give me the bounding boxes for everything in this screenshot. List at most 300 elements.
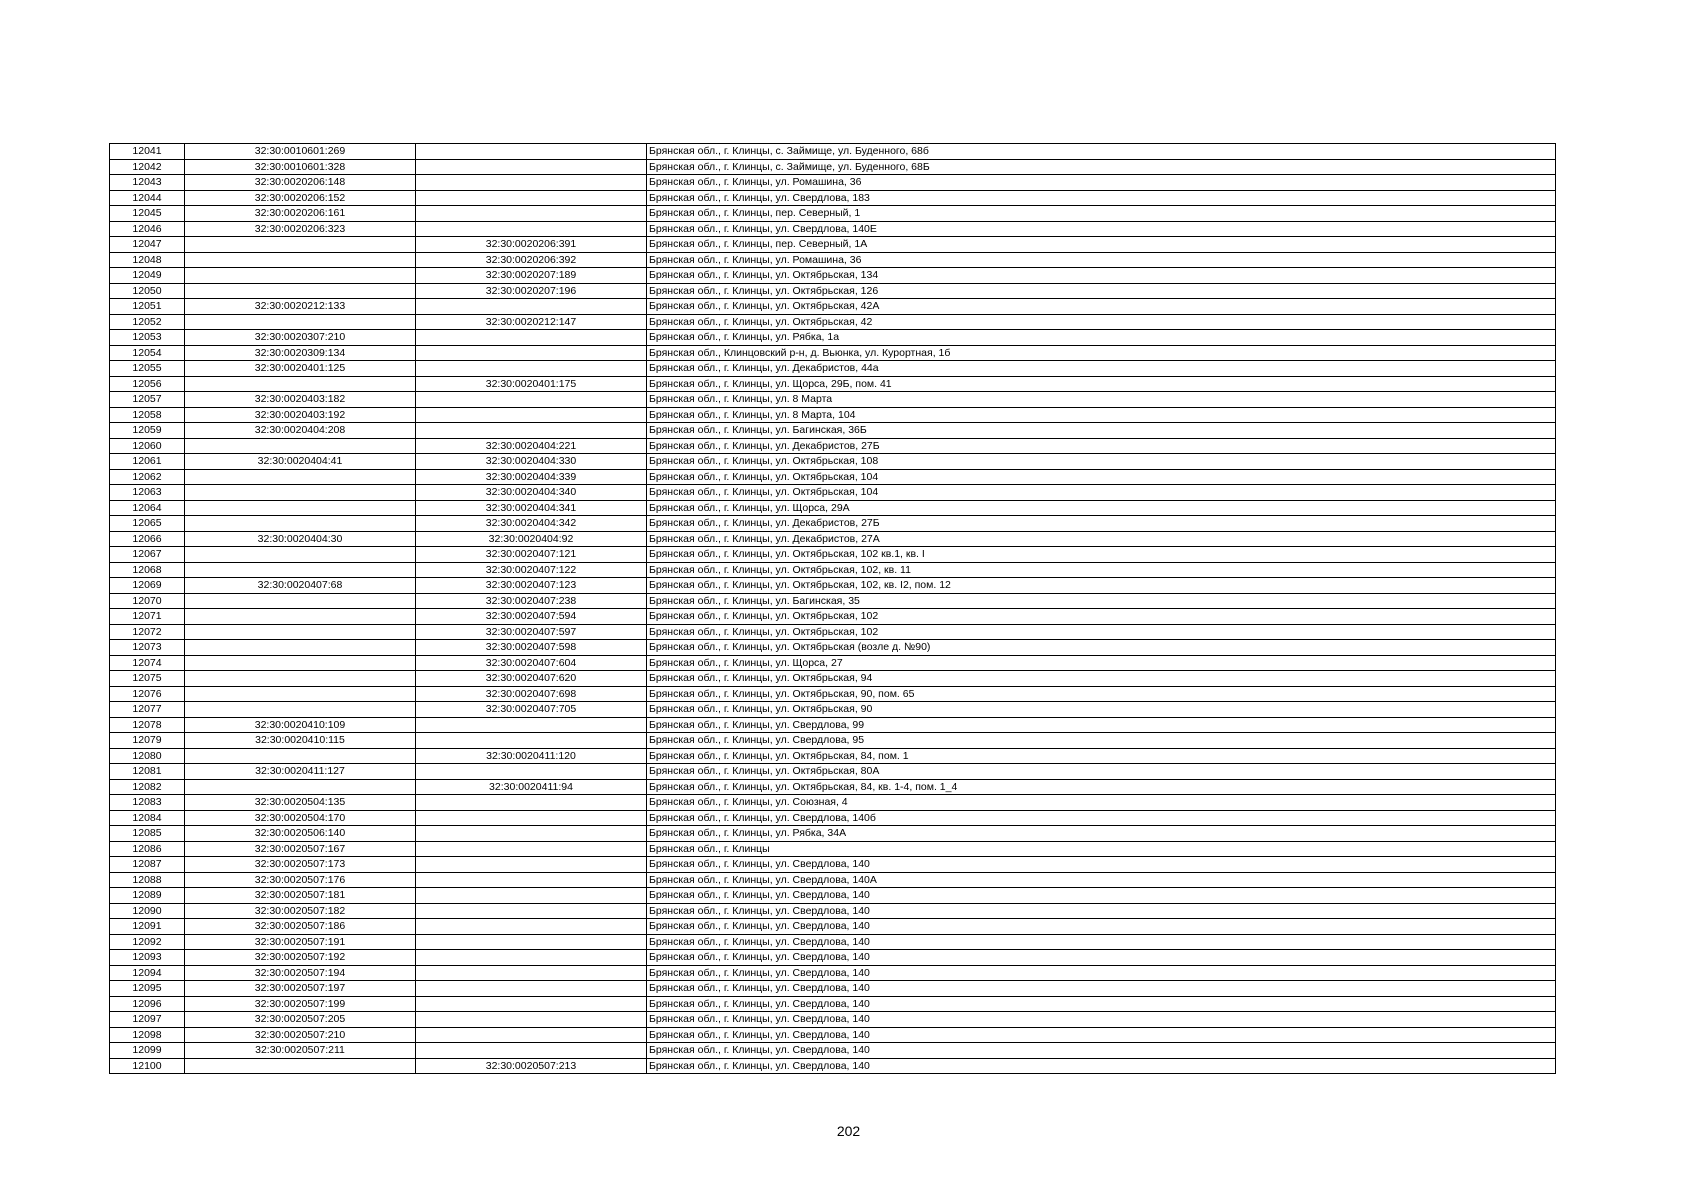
table-row	[110, 857, 1556, 873]
cadastral-number-cell: 32:30:0010601:269	[185, 144, 416, 160]
table-row	[110, 733, 1556, 749]
cadastral-number-cell: 32:30:0020206:161	[185, 206, 416, 222]
table-row	[110, 795, 1556, 811]
address-cell: Брянская обл., г. Клинцы, ул. Свердлова, 140	[647, 1012, 1556, 1028]
building-cadastral-number-cell	[416, 857, 647, 873]
cadastral-number-cell: 32:30:0020507:176	[185, 872, 416, 888]
table-row	[110, 671, 1556, 687]
table-row	[110, 283, 1556, 299]
building-cadastral-number-cell	[416, 717, 647, 733]
table-row	[110, 764, 1556, 780]
table-row	[110, 996, 1556, 1012]
cadastral-number-cell: 32:30:0020407:68	[185, 578, 416, 594]
building-cadastral-number-cell: 32:30:0020206:391	[416, 237, 647, 253]
cadastral-number-cell	[185, 500, 416, 516]
cadastral-number-cell	[185, 268, 416, 284]
table-row	[110, 252, 1556, 268]
table-row	[110, 500, 1556, 516]
table-row	[110, 423, 1556, 439]
address-cell: Брянская обл., г. Клинцы, ул. Октябрьская, 90	[647, 702, 1556, 718]
row-number-cell: 12042	[110, 159, 185, 175]
table-row	[110, 903, 1556, 919]
address-cell: Брянская обл., г. Клинцы, ул. Рябка, 1а	[647, 330, 1556, 346]
building-cadastral-number-cell: 32:30:0020407:705	[416, 702, 647, 718]
address-cell: Брянская обл., г. Клинцы	[647, 841, 1556, 857]
address-cell: Брянская обл., г. Клинцы, ул. Свердлова, 140	[647, 996, 1556, 1012]
row-number-cell: 12092	[110, 934, 185, 950]
row-number-cell: 12043	[110, 175, 185, 191]
cadastral-number-cell: 32:30:0020504:135	[185, 795, 416, 811]
table-row	[110, 965, 1556, 981]
table-row	[110, 981, 1556, 997]
row-number-cell: 12075	[110, 671, 185, 687]
row-number-cell: 12072	[110, 624, 185, 640]
address-cell: Брянская обл., г. Клинцы, ул. Октябрьская, 108	[647, 454, 1556, 470]
table-row	[110, 655, 1556, 671]
building-cadastral-number-cell	[416, 950, 647, 966]
row-number-cell: 12057	[110, 392, 185, 408]
table-row	[110, 547, 1556, 563]
table-row	[110, 686, 1556, 702]
row-number-cell: 12066	[110, 531, 185, 547]
cadastral-number-cell: 32:30:0020507:194	[185, 965, 416, 981]
row-number-cell: 12061	[110, 454, 185, 470]
address-cell: Брянская обл., г. Клинцы, ул. Свердлова, 140А	[647, 872, 1556, 888]
table-row	[110, 392, 1556, 408]
row-number-cell: 12098	[110, 1027, 185, 1043]
address-cell: Брянская обл., г. Клинцы, ул. Свердлова, 140	[647, 1027, 1556, 1043]
table-row	[110, 934, 1556, 950]
building-cadastral-number-cell: 32:30:0020407:597	[416, 624, 647, 640]
row-number-cell: 12063	[110, 485, 185, 501]
table-row	[110, 314, 1556, 330]
address-cell: Брянская обл., г. Клинцы, ул. Октябрьская, 134	[647, 268, 1556, 284]
address-cell: Брянская обл., г. Клинцы, ул. Щорса, 27	[647, 655, 1556, 671]
address-cell: Брянская обл., г. Клинцы, ул. Свердлова, 140	[647, 903, 1556, 919]
table-row	[110, 221, 1556, 237]
building-cadastral-number-cell	[416, 299, 647, 315]
table-row	[110, 206, 1556, 222]
row-number-cell: 12086	[110, 841, 185, 857]
table-row	[110, 888, 1556, 904]
building-cadastral-number-cell: 32:30:0020407:594	[416, 609, 647, 625]
building-cadastral-number-cell: 32:30:0020407:598	[416, 640, 647, 656]
cadastral-number-cell: 32:30:0020404:41	[185, 454, 416, 470]
building-cadastral-number-cell	[416, 996, 647, 1012]
building-cadastral-number-cell	[416, 965, 647, 981]
address-cell: Брянская обл., г. Клинцы, ул. Октябрьская, 102	[647, 624, 1556, 640]
table-row	[110, 299, 1556, 315]
cadastral-number-cell: 32:30:0020507:173	[185, 857, 416, 873]
address-cell: Брянская обл., г. Клинцы, ул. Свердлова, 140Е	[647, 221, 1556, 237]
building-cadastral-number-cell	[416, 841, 647, 857]
row-number-cell: 12076	[110, 686, 185, 702]
building-cadastral-number-cell: 32:30:0020212:147	[416, 314, 647, 330]
building-cadastral-number-cell	[416, 764, 647, 780]
address-cell: Брянская обл., г. Клинцы, ул. Ромашина, 36	[647, 175, 1556, 191]
address-cell: Брянская обл., г. Клинцы, пер. Северный, 1	[647, 206, 1556, 222]
row-number-cell: 12077	[110, 702, 185, 718]
row-number-cell: 12058	[110, 407, 185, 423]
cadastral-number-cell	[185, 485, 416, 501]
building-cadastral-number-cell	[416, 810, 647, 826]
building-cadastral-number-cell	[416, 795, 647, 811]
row-number-cell: 12049	[110, 268, 185, 284]
cadastral-number-cell: 32:30:0020212:133	[185, 299, 416, 315]
table-row	[110, 175, 1556, 191]
address-cell: Брянская обл., г. Клинцы, ул. Октябрьская, 102	[647, 609, 1556, 625]
cadastral-number-cell: 32:30:0020403:182	[185, 392, 416, 408]
cadastral-number-cell	[185, 376, 416, 392]
row-number-cell: 12083	[110, 795, 185, 811]
cadastral-number-cell	[185, 516, 416, 532]
row-number-cell: 12050	[110, 283, 185, 299]
address-cell: Брянская обл., г. Клинцы, ул. Свердлова, 140	[647, 1058, 1556, 1074]
table-row	[110, 190, 1556, 206]
table-row	[110, 1012, 1556, 1028]
building-cadastral-number-cell	[416, 934, 647, 950]
table-row	[110, 593, 1556, 609]
address-cell: Брянская обл., г. Клинцы, ул. Октябрьская, 42А	[647, 299, 1556, 315]
cadastral-number-cell: 32:30:0020206:152	[185, 190, 416, 206]
address-cell: Брянская обл., г. Клинцы, ул. Октябрьская (возле д. №90)	[647, 640, 1556, 656]
row-number-cell: 12060	[110, 438, 185, 454]
cadastral-number-cell	[185, 671, 416, 687]
row-number-cell: 12067	[110, 547, 185, 563]
table-row	[110, 159, 1556, 175]
building-cadastral-number-cell: 32:30:0020407:620	[416, 671, 647, 687]
address-cell: Брянская обл., г. Клинцы, ул. Декабристов, 27Б	[647, 438, 1556, 454]
address-cell: Брянская обл., г. Клинцы, ул. Октябрьская, 94	[647, 671, 1556, 687]
address-cell: Брянская обл., г. Клинцы, ул. Свердлова, 140	[647, 888, 1556, 904]
row-number-cell: 12078	[110, 717, 185, 733]
building-cadastral-number-cell: 32:30:0020404:339	[416, 469, 647, 485]
building-cadastral-number-cell	[416, 919, 647, 935]
building-cadastral-number-cell	[416, 190, 647, 206]
address-cell: Брянская обл., г. Клинцы, ул. Октябрьская, 84, пом. 1	[647, 748, 1556, 764]
address-cell: Брянская обл., г. Клинцы, ул. Багинская, 36Б	[647, 423, 1556, 439]
cadastral-number-cell	[185, 655, 416, 671]
row-number-cell: 12090	[110, 903, 185, 919]
row-number-cell: 12074	[110, 655, 185, 671]
cadastral-number-cell: 32:30:0020206:148	[185, 175, 416, 191]
address-cell: Брянская обл., г. Клинцы, ул. Октябрьская, 84, кв. 1-4, пом. 1_4	[647, 779, 1556, 795]
row-number-cell: 12097	[110, 1012, 185, 1028]
address-cell: Брянская обл., г. Клинцы, ул. 8 Марта, 104	[647, 407, 1556, 423]
table-row	[110, 950, 1556, 966]
table-row	[110, 841, 1556, 857]
row-number-cell: 12094	[110, 965, 185, 981]
address-cell: Брянская обл., г. Клинцы, ул. Багинская, 35	[647, 593, 1556, 609]
address-cell: Брянская обл., г. Клинцы, ул. Октябрьская, 102, кв. 11	[647, 562, 1556, 578]
address-cell: Брянская обл., г. Клинцы, с. Займище, ул. Буденного, 68б	[647, 144, 1556, 160]
cadastral-number-cell	[185, 609, 416, 625]
building-cadastral-number-cell	[416, 144, 647, 160]
building-cadastral-number-cell	[416, 175, 647, 191]
row-number-cell: 12093	[110, 950, 185, 966]
building-cadastral-number-cell	[416, 361, 647, 377]
table-row	[110, 1027, 1556, 1043]
table-row	[110, 578, 1556, 594]
building-cadastral-number-cell: 32:30:0020404:92	[416, 531, 647, 547]
row-number-cell: 12081	[110, 764, 185, 780]
building-cadastral-number-cell	[416, 330, 647, 346]
cadastral-number-cell	[185, 283, 416, 299]
table-row	[110, 454, 1556, 470]
cadastral-number-cell: 32:30:0020507:205	[185, 1012, 416, 1028]
row-number-cell: 12091	[110, 919, 185, 935]
cadastral-number-cell: 32:30:0020507:210	[185, 1027, 416, 1043]
address-cell: Брянская обл., г. Клинцы, ул. Свердлова, 140	[647, 919, 1556, 935]
address-cell: Брянская обл., г. Клинцы, ул. Свердлова, 99	[647, 717, 1556, 733]
building-cadastral-number-cell	[416, 1043, 647, 1059]
table-row	[110, 1043, 1556, 1059]
row-number-cell: 12048	[110, 252, 185, 268]
table-row	[110, 1058, 1556, 1074]
building-cadastral-number-cell: 32:30:0020407:604	[416, 655, 647, 671]
address-cell: Брянская обл., г. Клинцы, ул. Октябрьская, 102, кв. I2, пом. 12	[647, 578, 1556, 594]
building-cadastral-number-cell: 32:30:0020407:238	[416, 593, 647, 609]
table-row	[110, 237, 1556, 253]
row-number-cell: 12069	[110, 578, 185, 594]
row-number-cell: 12084	[110, 810, 185, 826]
table-row	[110, 438, 1556, 454]
building-cadastral-number-cell: 32:30:0020411:120	[416, 748, 647, 764]
row-number-cell: 12045	[110, 206, 185, 222]
table-row	[110, 624, 1556, 640]
row-number-cell: 12082	[110, 779, 185, 795]
building-cadastral-number-cell	[416, 1012, 647, 1028]
address-cell: Брянская обл., г. Клинцы, ул. Свердлова, 140	[647, 1043, 1556, 1059]
table-row	[110, 810, 1556, 826]
address-cell: Брянская обл., г. Клинцы, ул. Свердлова, 95	[647, 733, 1556, 749]
property-register-table	[109, 143, 1556, 1074]
building-cadastral-number-cell: 32:30:0020404:330	[416, 454, 647, 470]
cadastral-number-cell: 32:30:0020206:323	[185, 221, 416, 237]
row-number-cell: 12046	[110, 221, 185, 237]
table-row	[110, 516, 1556, 532]
cadastral-number-cell	[185, 562, 416, 578]
building-cadastral-number-cell	[416, 981, 647, 997]
cadastral-number-cell: 32:30:0020507:181	[185, 888, 416, 904]
cadastral-number-cell: 32:30:0020507:211	[185, 1043, 416, 1059]
table-row	[110, 330, 1556, 346]
address-cell: Брянская обл., г. Клинцы, ул. Свердлова, 140	[647, 981, 1556, 997]
table-row	[110, 717, 1556, 733]
cadastral-number-cell: 32:30:0020506:140	[185, 826, 416, 842]
cadastral-number-cell: 32:30:0020401:125	[185, 361, 416, 377]
building-cadastral-number-cell: 32:30:0020407:122	[416, 562, 647, 578]
table-row	[110, 640, 1556, 656]
building-cadastral-number-cell	[416, 423, 647, 439]
address-cell: Брянская обл., г. Клинцы, ул. Октябрьская, 90, пом. 65	[647, 686, 1556, 702]
row-number-cell: 12087	[110, 857, 185, 873]
row-number-cell: 12079	[110, 733, 185, 749]
row-number-cell: 12071	[110, 609, 185, 625]
table-row	[110, 826, 1556, 842]
cadastral-number-cell: 32:30:0020504:170	[185, 810, 416, 826]
building-cadastral-number-cell: 32:30:0020411:94	[416, 779, 647, 795]
address-cell: Брянская обл., г. Клинцы, ул. 8 Марта	[647, 392, 1556, 408]
building-cadastral-number-cell	[416, 159, 647, 175]
building-cadastral-number-cell: 32:30:0020401:175	[416, 376, 647, 392]
row-number-cell: 12047	[110, 237, 185, 253]
cadastral-number-cell: 32:30:0020404:30	[185, 531, 416, 547]
address-cell: Брянская обл., г. Клинцы, ул. Декабристов, 44а	[647, 361, 1556, 377]
table-row	[110, 345, 1556, 361]
row-number-cell: 12088	[110, 872, 185, 888]
building-cadastral-number-cell: 32:30:0020207:189	[416, 268, 647, 284]
building-cadastral-number-cell	[416, 888, 647, 904]
building-cadastral-number-cell	[416, 1027, 647, 1043]
address-cell: Брянская обл., Клинцовский р-н, д. Вьюнка, ул. Курортная, 1б	[647, 345, 1556, 361]
table-row	[110, 407, 1556, 423]
row-number-cell: 12070	[110, 593, 185, 609]
cadastral-number-cell: 32:30:0020404:208	[185, 423, 416, 439]
cadastral-number-cell	[185, 640, 416, 656]
cadastral-number-cell	[185, 314, 416, 330]
row-number-cell: 12054	[110, 345, 185, 361]
table-row	[110, 702, 1556, 718]
cadastral-number-cell	[185, 252, 416, 268]
page-number: 202	[836, 1123, 861, 1139]
row-number-cell: 12041	[110, 144, 185, 160]
table-row	[110, 268, 1556, 284]
row-number-cell: 12059	[110, 423, 185, 439]
building-cadastral-number-cell: 32:30:0020407:121	[416, 547, 647, 563]
building-cadastral-number-cell: 32:30:0020404:341	[416, 500, 647, 516]
cadastral-number-cell: 32:30:0010601:328	[185, 159, 416, 175]
address-cell: Брянская обл., г. Клинцы, ул. Октябрьская, 80А	[647, 764, 1556, 780]
cadastral-number-cell: 32:30:0020507:199	[185, 996, 416, 1012]
row-number-cell: 12095	[110, 981, 185, 997]
address-cell: Брянская обл., г. Клинцы, ул. Свердлова, 183	[647, 190, 1556, 206]
table-row	[110, 779, 1556, 795]
table-row	[110, 469, 1556, 485]
cadastral-number-cell: 32:30:0020307:210	[185, 330, 416, 346]
row-number-cell: 12068	[110, 562, 185, 578]
row-number-cell: 12044	[110, 190, 185, 206]
table-row	[110, 562, 1556, 578]
address-cell: Брянская обл., г. Клинцы, ул. Октябрьская, 42	[647, 314, 1556, 330]
table-row	[110, 872, 1556, 888]
building-cadastral-number-cell: 32:30:0020407:698	[416, 686, 647, 702]
building-cadastral-number-cell	[416, 392, 647, 408]
address-cell: Брянская обл., г. Клинцы, ул. Декабристов, 27А	[647, 531, 1556, 547]
address-cell: Брянская обл., г. Клинцы, ул. Ромашина, 36	[647, 252, 1556, 268]
address-cell: Брянская обл., г. Клинцы, ул. Октябрьская, 126	[647, 283, 1556, 299]
building-cadastral-number-cell: 32:30:0020404:221	[416, 438, 647, 454]
cadastral-number-cell: 32:30:0020507:197	[185, 981, 416, 997]
cadastral-number-cell: 32:30:0020507:191	[185, 934, 416, 950]
table-row	[110, 531, 1556, 547]
row-number-cell: 12055	[110, 361, 185, 377]
cadastral-number-cell: 32:30:0020507:182	[185, 903, 416, 919]
row-number-cell: 12065	[110, 516, 185, 532]
table-row	[110, 919, 1556, 935]
row-number-cell: 12085	[110, 826, 185, 842]
address-cell: Брянская обл., г. Клинцы, ул. Свердлова, 140	[647, 965, 1556, 981]
cadastral-number-cell: 32:30:0020507:167	[185, 841, 416, 857]
address-cell: Брянская обл., г. Клинцы, ул. Свердлова, 140	[647, 934, 1556, 950]
building-cadastral-number-cell	[416, 826, 647, 842]
row-number-cell: 12073	[110, 640, 185, 656]
table-row	[110, 361, 1556, 377]
row-number-cell: 12053	[110, 330, 185, 346]
cadastral-number-cell: 32:30:0020410:115	[185, 733, 416, 749]
building-cadastral-number-cell	[416, 903, 647, 919]
cadastral-number-cell: 32:30:0020410:109	[185, 717, 416, 733]
cadastral-number-cell	[185, 469, 416, 485]
address-cell: Брянская обл., г. Клинцы, ул. Свердлова, 140	[647, 857, 1556, 873]
building-cadastral-number-cell: 32:30:0020404:340	[416, 485, 647, 501]
table-row	[110, 376, 1556, 392]
address-cell: Брянская обл., г. Клинцы, ул. Щорса, 29Б, пом. 41	[647, 376, 1556, 392]
address-cell: Брянская обл., г. Клинцы, ул. Рябка, 34А	[647, 826, 1556, 842]
row-number-cell: 12052	[110, 314, 185, 330]
address-cell: Брянская обл., г. Клинцы, ул. Октябрьская, 102 кв.1, кв. I	[647, 547, 1556, 563]
cadastral-number-cell	[185, 624, 416, 640]
building-cadastral-number-cell: 32:30:0020207:196	[416, 283, 647, 299]
address-cell: Брянская обл., г. Клинцы, пер. Северный, 1А	[647, 237, 1556, 253]
cadastral-number-cell: 32:30:0020403:192	[185, 407, 416, 423]
address-cell: Брянская обл., г. Клинцы, ул. Щорса, 29А	[647, 500, 1556, 516]
row-number-cell: 12080	[110, 748, 185, 764]
address-cell: Брянская обл., г. Клинцы, ул. Союзная, 4	[647, 795, 1556, 811]
building-cadastral-number-cell	[416, 872, 647, 888]
cadastral-number-cell: 32:30:0020309:134	[185, 345, 416, 361]
cadastral-number-cell	[185, 1058, 416, 1074]
building-cadastral-number-cell	[416, 206, 647, 222]
table-row	[110, 485, 1556, 501]
building-cadastral-number-cell	[416, 407, 647, 423]
address-cell: Брянская обл., г. Клинцы, ул. Октябрьская, 104	[647, 469, 1556, 485]
row-number-cell: 12100	[110, 1058, 185, 1074]
cadastral-number-cell	[185, 547, 416, 563]
row-number-cell: 12062	[110, 469, 185, 485]
address-cell: Брянская обл., г. Клинцы, с. Займище, ул. Буденного, 68Б	[647, 159, 1556, 175]
register-table-body	[110, 144, 1556, 1074]
row-number-cell: 12064	[110, 500, 185, 516]
cadastral-number-cell	[185, 748, 416, 764]
address-cell: Брянская обл., г. Клинцы, ул. Декабристов, 27Б	[647, 516, 1556, 532]
table-row	[110, 144, 1556, 160]
cadastral-number-cell	[185, 702, 416, 718]
building-cadastral-number-cell: 32:30:0020407:123	[416, 578, 647, 594]
cadastral-number-cell	[185, 438, 416, 454]
row-number-cell: 12089	[110, 888, 185, 904]
cadastral-number-cell	[185, 237, 416, 253]
building-cadastral-number-cell: 32:30:0020404:342	[416, 516, 647, 532]
cadastral-number-cell	[185, 593, 416, 609]
row-number-cell: 12096	[110, 996, 185, 1012]
cadastral-number-cell: 32:30:0020507:186	[185, 919, 416, 935]
cadastral-number-cell: 32:30:0020507:192	[185, 950, 416, 966]
address-cell: Брянская обл., г. Клинцы, ул. Октябрьская, 104	[647, 485, 1556, 501]
building-cadastral-number-cell	[416, 733, 647, 749]
building-cadastral-number-cell: 32:30:0020206:392	[416, 252, 647, 268]
table-row	[110, 609, 1556, 625]
table-row	[110, 748, 1556, 764]
row-number-cell: 12051	[110, 299, 185, 315]
building-cadastral-number-cell: 32:30:0020507:213	[416, 1058, 647, 1074]
building-cadastral-number-cell	[416, 221, 647, 237]
row-number-cell: 12099	[110, 1043, 185, 1059]
building-cadastral-number-cell	[416, 345, 647, 361]
cadastral-number-cell: 32:30:0020411:127	[185, 764, 416, 780]
address-cell: Брянская обл., г. Клинцы, ул. Свердлова, 140б	[647, 810, 1556, 826]
address-cell: Брянская обл., г. Клинцы, ул. Свердлова, 140	[647, 950, 1556, 966]
